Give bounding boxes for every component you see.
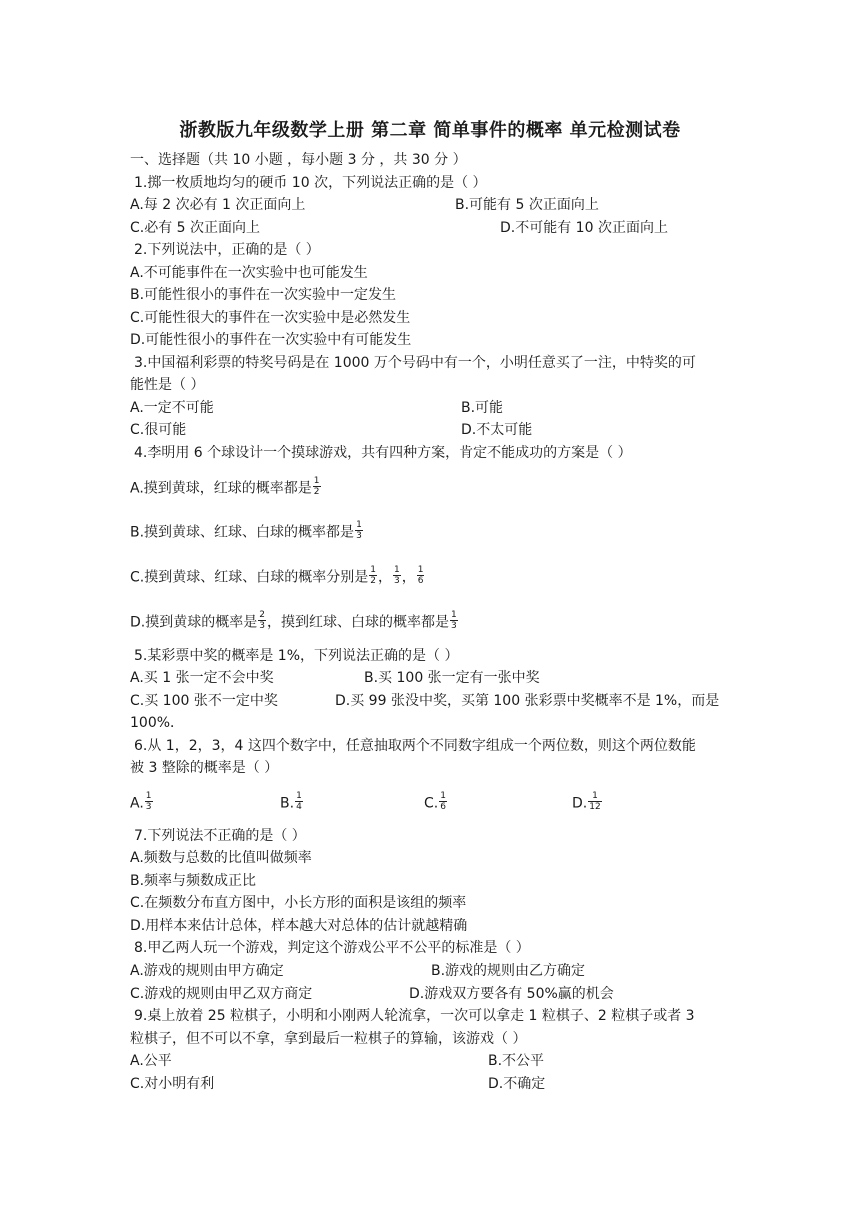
question-7-option-a: A.频数与总数的比值叫做频率 [130,850,312,866]
question-5-stem: 5.某彩票中奖的概率是 1%，下列说法正确的是（ ） [134,648,459,664]
question-8-stem: 8.甲乙两人玩一个游戏，判定这个游戏公平不公平的标准是（ ） [134,940,530,956]
question-3-stem-line1: 3.中国福利彩票的特奖号码是在 1000 万个号码中有一个，小明任意买了一注，中特奖的可 [134,355,696,371]
question-9-option-b: B.不公平 [488,1053,545,1069]
question-1-option-d: D.不可能有 10 次正面向上 [500,220,668,236]
question-9-option-a: A.公平 [130,1053,172,1069]
question-6-stem-line1: 6.从 1，2，3，4 这四个数字中，任意抽取两个不同数字组成一个两位数，则这个两位数能 [134,738,696,754]
question-7-option-d: D.用样本来估计总体，样本越大对总体的估计就越精确 [130,918,468,934]
question-4-stem: 4.李明用 6 个球设计一个摸球游戏，共有四种方案，肯定不能成功的方案是（ ） [134,445,632,461]
question-2-option-c: C.可能性很大的事件在一次实验中是必然发生 [130,310,411,326]
question-2-option-d: D.可能性很小的事件在一次实验中有可能发生 [130,332,412,348]
question-6-option-a: A. $\frac{1}{3}$ [130,791,152,812]
question-4-option-a-text: A.摸到黄球，红球的概率都是 [130,480,312,497]
fraction-one-sixth: $\frac{1}{6}$ [417,565,424,586]
question-4-option-b-text: B.摸到黄球、红球、白球的概率都是 [130,524,355,541]
question-6-option-c: C. $\frac{1}{6}$ [424,791,446,812]
question-3-stem-line2: 能性是（ ） [130,377,205,393]
question-9-option-d: D.不确定 [488,1076,546,1092]
question-2-option-b: B.可能性很小的事件在一次实验中一定发生 [130,287,397,303]
fraction-one-sixth: $\frac{1}{6}$ [440,791,446,812]
question-1-option-a: A.每 2 次必有 1 次正面向上 [130,197,306,213]
question-3-option-d: D.不太可能 [461,422,533,438]
question-9-option-c: C.对小明有利 [130,1076,215,1092]
question-8-option-b: B.游戏的规则由乙方确定 [431,963,586,979]
question-1-option-b: B.可能有 5 次正面向上 [455,197,599,213]
question-8-option-a: A.游戏的规则由甲方确定 [130,963,284,979]
fraction-one-fourth: $\frac{1}{4}$ [296,791,302,812]
page-title: 浙教版九年级数学上册 第二章 简单事件的概率 单元检测试卷 [179,120,681,141]
question-7-stem: 7.下列说法不正确的是（ ） [134,828,306,844]
question-6-stem-line2: 被 3 整除的概率是（ ） [130,760,279,776]
fraction-two-thirds: $\frac{2}{3}$ [259,610,265,631]
question-3-option-c: C.很可能 [130,422,187,438]
fraction-one-half: $\frac{1}{2}$ [313,476,320,497]
question-8-option-c: C.游戏的规则由甲乙双方商定 [130,986,313,1002]
question-4-option-c-text: C.摸到黄球、红球、白球的概率分别是 [130,569,369,586]
question-7-option-b: B.频率与频数成正比 [130,873,257,889]
question-9-stem-line1: 9.桌上放着 25 粒棋子，小明和小刚两人轮流拿，一次可以拿走 1 粒棋子、2 粒棋子或者 3 [134,1008,695,1024]
question-8-option-d: D.游戏双方要各有 50%赢的机会 [409,986,614,1002]
fraction-one-twelfth: $\frac{1}{12}$ [589,791,601,812]
question-6-option-b: B. $\frac{1}{4}$ [280,791,302,812]
question-1-option-c: C.必有 5 次正面向上 [130,220,261,236]
fraction-one-third: $\frac{1}{3}$ [145,791,152,812]
section-heading: 一、选择题（共 10 小题 ，每小题 3 分 ，共 30 分 ） [130,152,467,168]
question-5-option-d-line1: D.买 99 张没中奖，买第 100 张彩票中奖概率不是 1%，而是 [335,693,720,709]
question-1-stem: 1.掷一枚质地均匀的硬币 10 次，下列说法正确的是（ ） [134,175,487,191]
question-5-option-d-line2: 100%． [130,715,185,731]
question-2-stem: 2.下列说法中，正确的是（ ） [134,242,320,258]
question-6-option-d: D. $\frac{1}{12}$ [572,791,601,812]
question-4-option-a [130,478,322,499]
fraction-one-third: $\frac{1}{3}$ [356,520,362,541]
question-4-option-d: D.摸到黄球的概率是 $\frac{2}{3}$ ，摸到红球、白球的概率都是 $\frac{1}{3}$ [130,610,457,631]
question-4-option-b [130,522,364,543]
fraction-one-third: $\frac{1}{3}$ [450,610,457,631]
question-5-option-a: A.买 1 张一定不会中奖 [130,670,274,686]
question-3-option-a: A.一定不可能 [130,400,214,416]
question-9-stem-line2: 粒棋子，但不可以不拿，拿到最后一粒棋子的算输，该游戏（ ） [130,1031,527,1047]
question-5-option-c: C.买 100 张不一定中奖 [130,693,278,709]
question-3-option-b: B.可能 [461,400,504,416]
fraction-one-half: $\frac{1}{2}$ [370,565,376,586]
fraction-one-third: $\frac{1}{3}$ [393,565,400,586]
question-4-option-c: C.摸到黄球、红球、白球的概率分别是 $\frac{1}{2}$ ， $\frac{1}{3}$ ， $\frac{1}{6}$ [130,565,424,586]
question-2-option-a: A.不可能事件在一次实验中也可能发生 [130,265,368,281]
question-7-option-c: C.在频数分布直方图中，小长方形的面积是该组的频率 [130,895,467,911]
question-5-option-b: B.买 100 张一定有一张中奖 [364,670,540,686]
question-4-option-d-text: D.摸到黄球的概率是 [130,614,258,631]
